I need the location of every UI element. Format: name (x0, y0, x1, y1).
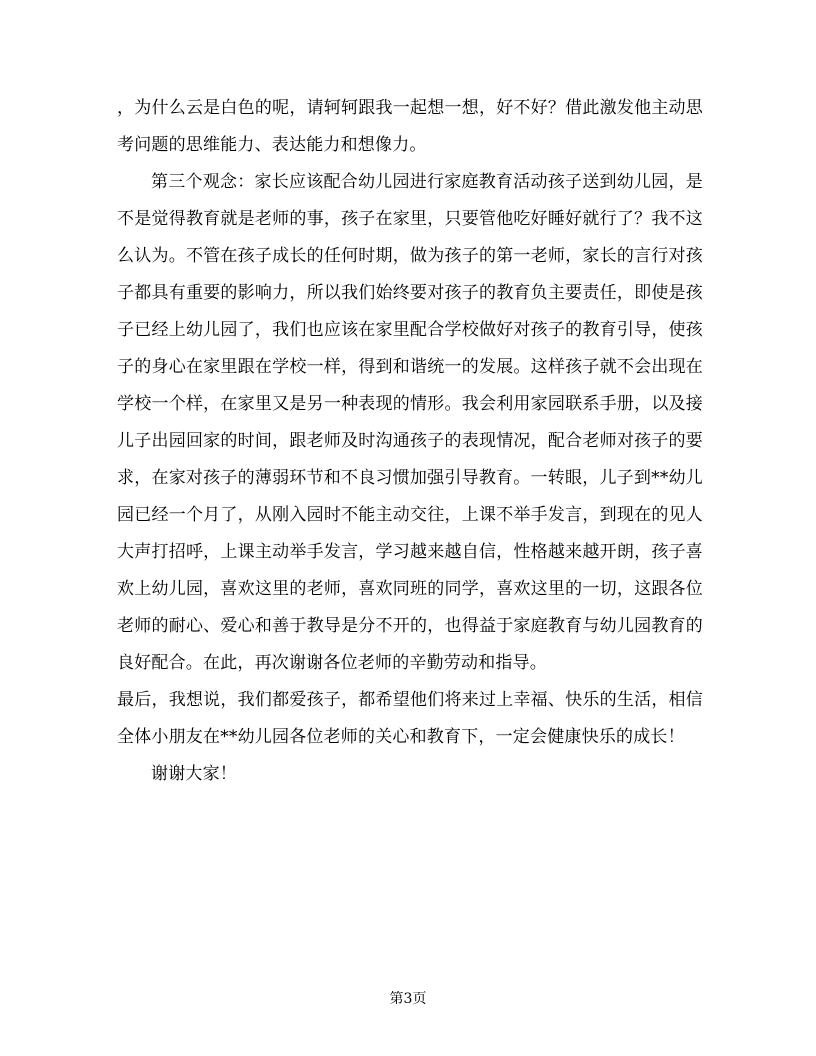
paragraph-third-concept: 第三个观念：家长应该配合幼儿园进行家庭教育活动孩子送到幼儿园，是不是觉得教育就是老师的事，孩子在家里，只要管他吃好睡好就行了？我不这么认为。不管在孩子成长的任何时期，做为孩子的第一老师，家长的言行对孩子都具有重要的影响力，所以我们始终要对孩子的教育负主要责任，即使是孩子已经上幼儿园了，我们也应该在家里配合学校做好对孩子的教育引导，使孩子的身心在家里跟在学校一样，得到和谐统一的发展。这样孩子就不会出现在学校一个样，在家里又是另一种表现的情形。我会利用家园联系手册，以及接儿子出园回家的时间，跟老师及时沟通孩子的表现情况，配合老师对孩子的要求，在家对孩子的薄弱环节和不良习惯加强引导教育。一转眼，儿子到**幼儿园已经一个月了，从刚入园时不能主动交往，上课不举手发言，到现在的见人大声打招呼，上课主动举手发言，学习越来越自信，性格越来越开朗，孩子喜欢上幼儿园，喜欢这里的老师，喜欢同班的同学，喜欢这里的一切，这跟各位老师的耐心、爱心和善于教导是分不开的，也得益于家庭教育与幼儿园教育的良好配合。在此，再次谢谢各位老师的辛勤劳动和指导。 (117, 172, 703, 673)
paragraph-conclusion: 最后，我想说，我们都爱孩子，都希望他们将来过上幸福、快乐的生活，相信全体小朋友在**幼儿园各位老师的关心和教育下，一定会健康快乐的成长！ (117, 690, 703, 747)
paragraph-continuation: ，为什么云是白色的呢，请轲轲跟我一起想一想，好不好？借此激发他主动思考问题的思维能力、表达能力和想像力。 (117, 98, 703, 155)
page-number: 第3页 (389, 991, 427, 1007)
document-body (117, 90, 703, 793)
paragraph-thanks: 谢谢大家！ (151, 764, 237, 784)
